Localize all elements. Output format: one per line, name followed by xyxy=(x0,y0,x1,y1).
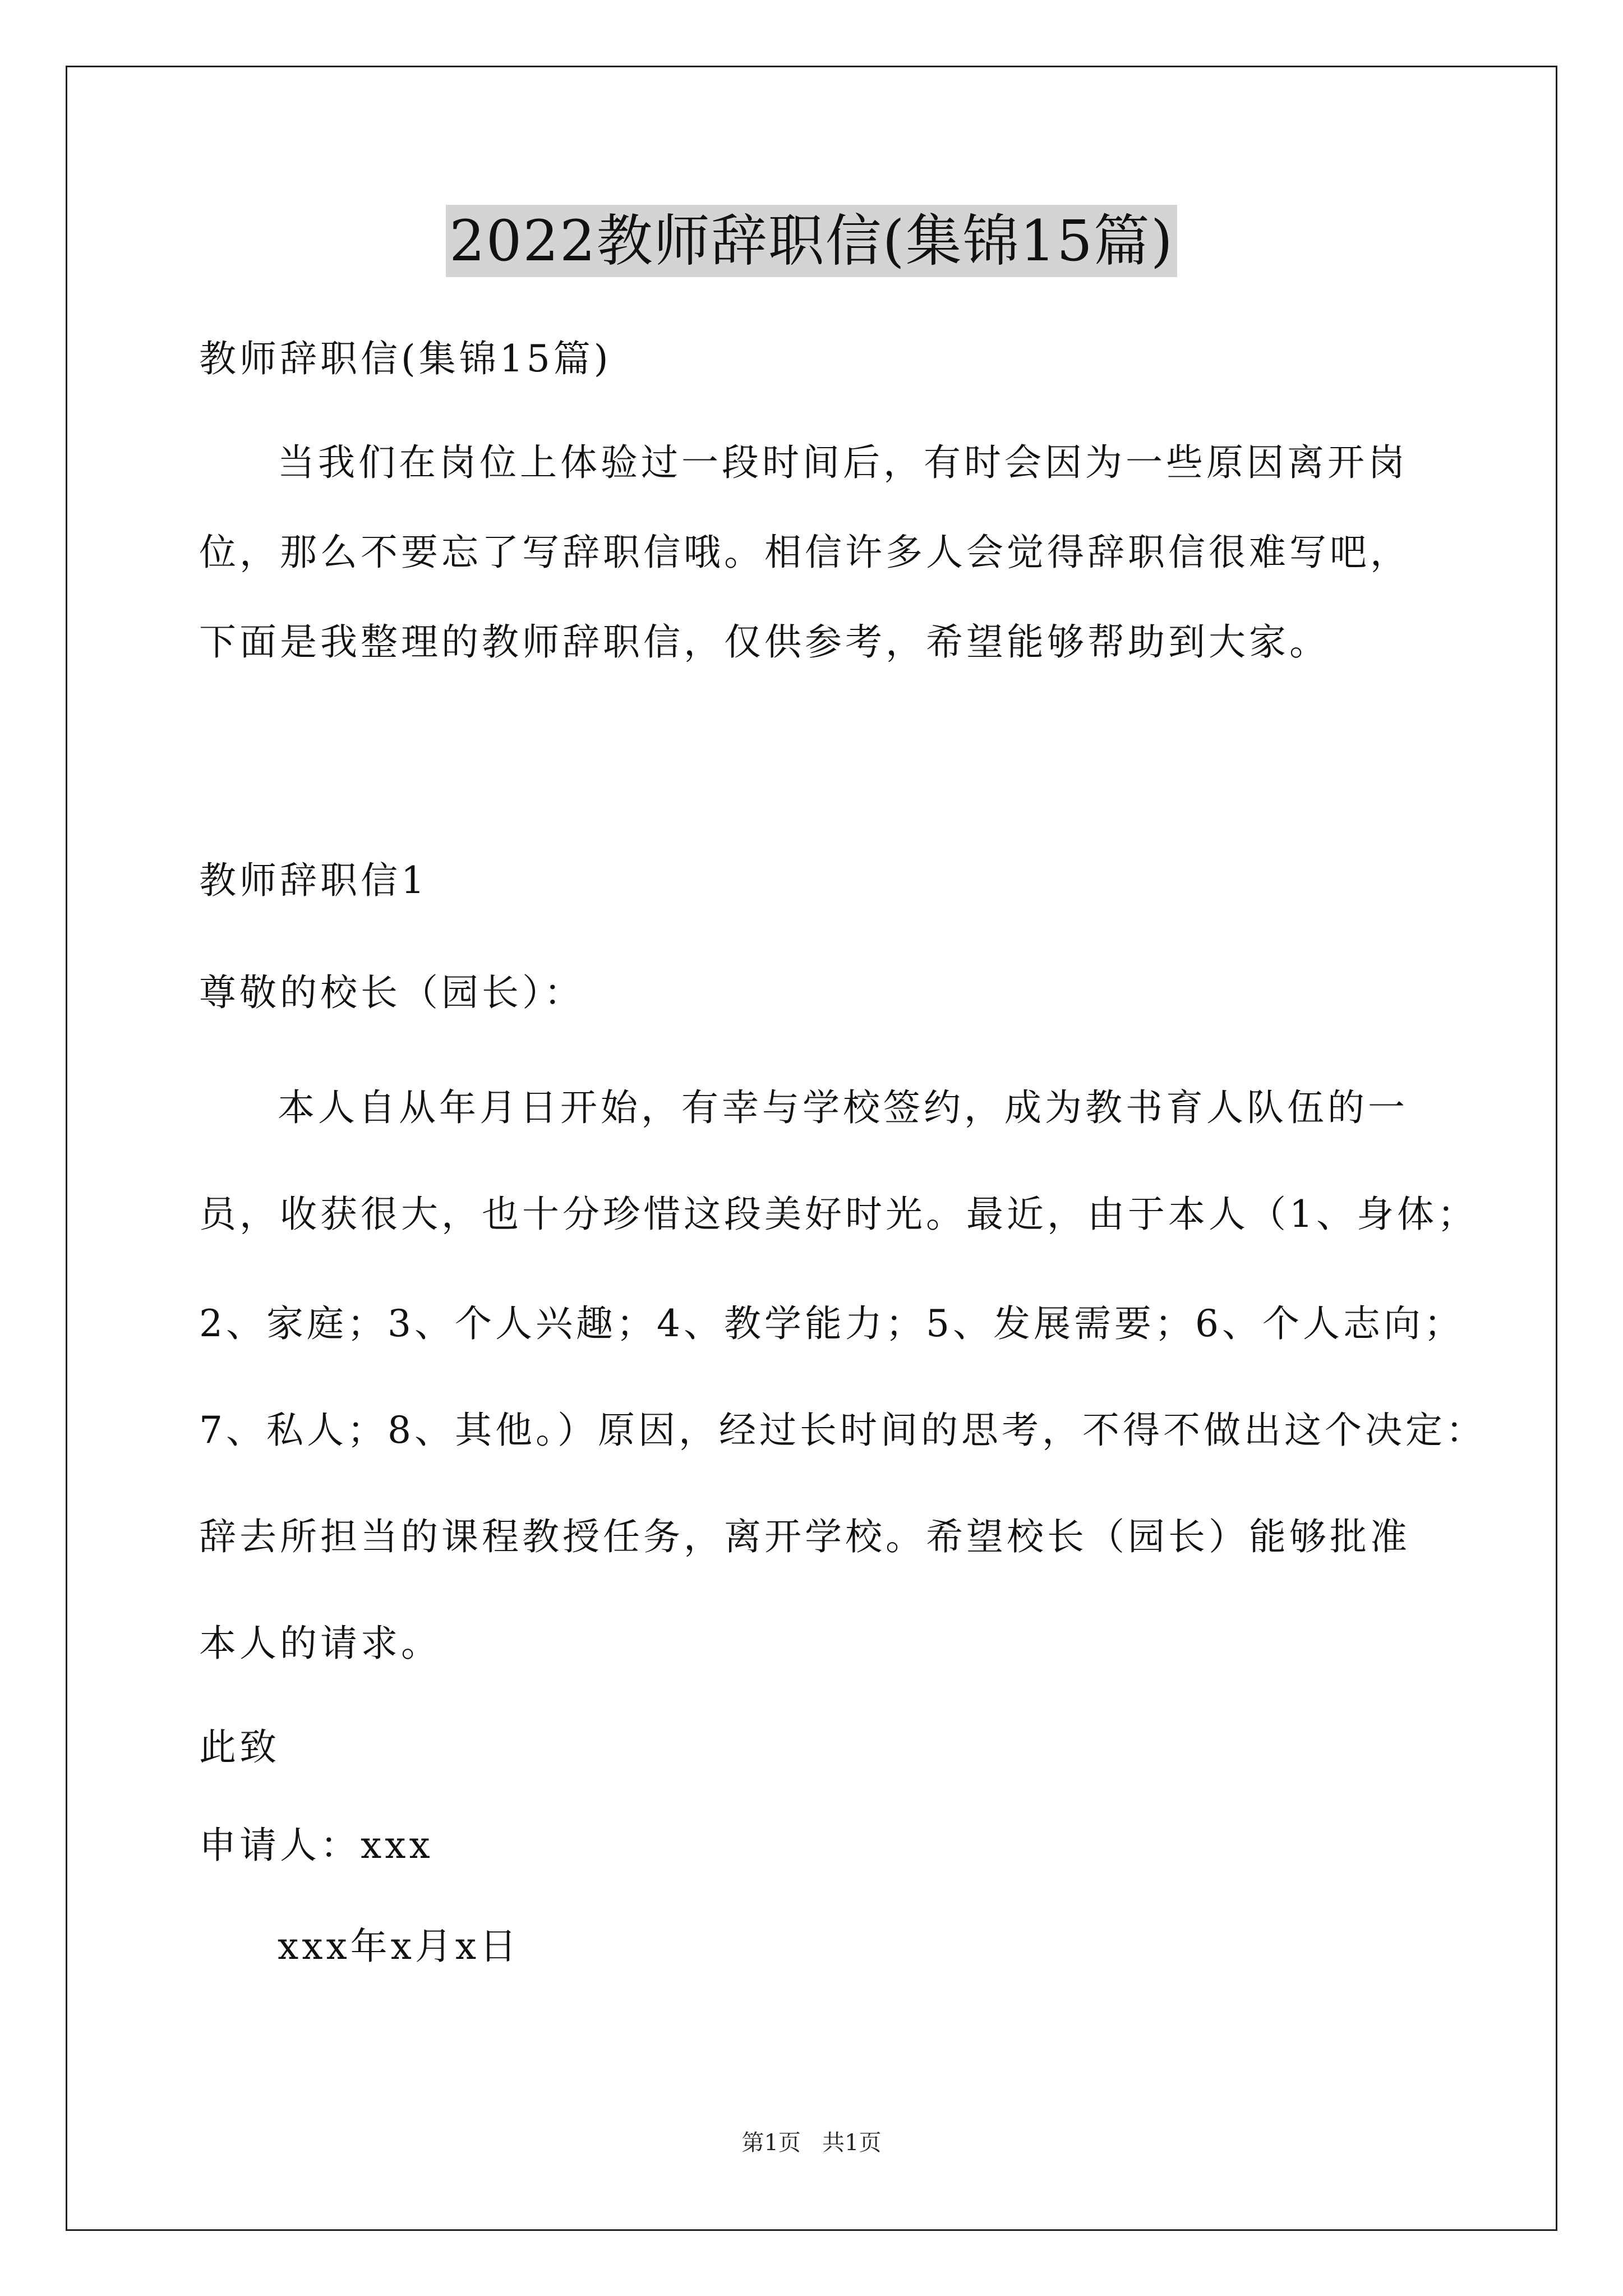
document-title xyxy=(0,202,1623,280)
document-title-text: 2022教师辞职信(集锦15篇) xyxy=(446,205,1177,277)
body-line-3: 2、家庭；3、个人兴趣；4、教学能力；5、发展需要；6、个人志向； xyxy=(199,1302,1464,1345)
page-footer xyxy=(0,2129,1623,2157)
date: xxx年x月x日 xyxy=(278,1925,520,1968)
body-line-5: 辞去所担当的课程教授任务，离开学校。希望校长（园长）能够批准 xyxy=(199,1515,1410,1558)
page-border xyxy=(66,66,1557,2231)
closing: 此致 xyxy=(199,1726,280,1769)
applicant: 申请人：xxx xyxy=(199,1824,434,1867)
salutation: 尊敬的校长（园长）： xyxy=(199,971,584,1014)
body-line-2: 员，收获很大，也十分珍惜这段美好时光。最近，由于本人（1、身体； xyxy=(199,1193,1478,1236)
section-heading: 教师辞职信1 xyxy=(199,859,428,902)
intro-line-2: 位，那么不要忘了写辞职信哦。相信许多人会觉得辞职信很难写吧， xyxy=(199,531,1410,574)
body-line-4: 7、私人；8、其他。）原因，经过长时间的思考，不得不做出这个决定： xyxy=(199,1409,1486,1452)
body-line-1: 本人自从年月日开始，有幸与学校签约，成为教书育人队伍的一 xyxy=(278,1086,1408,1129)
intro-line-3: 下面是我整理的教师辞职信，仅供参考，希望能够帮助到大家。 xyxy=(199,620,1330,664)
body-line-6: 本人的请求。 xyxy=(199,1622,441,1665)
document-subtitle: 教师辞职信(集锦15篇) xyxy=(199,337,612,380)
page-number: 第1页 共1页 xyxy=(741,2130,882,2156)
intro-line-1: 当我们在岗位上体验过一段时间后，有时会因为一些原因离开岗 xyxy=(278,441,1408,484)
